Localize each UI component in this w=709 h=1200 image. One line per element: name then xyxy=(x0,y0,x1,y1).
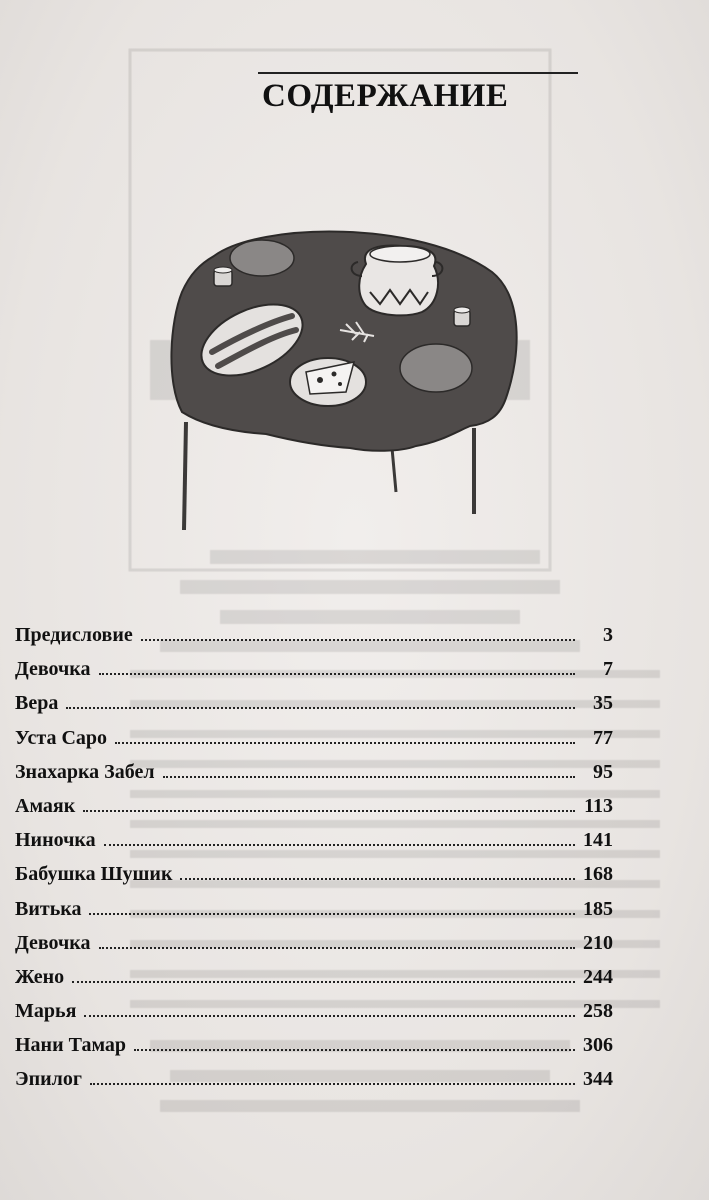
toc-entry-page-number: 258 xyxy=(583,1000,613,1023)
toc-entry-title: Эпилог xyxy=(15,1068,82,1091)
toc-entry xyxy=(15,795,613,829)
toc-entry xyxy=(15,1068,613,1102)
toc-entry-page-number: 244 xyxy=(583,965,613,988)
toc-entry xyxy=(15,863,613,897)
toc-entry-title: Ниночка xyxy=(15,829,96,852)
toc-entry xyxy=(15,624,613,658)
toc-entry xyxy=(15,761,613,795)
toc-entry-title: Нани Тамар xyxy=(15,1034,127,1057)
toc-entry-page-number: 344 xyxy=(583,1068,613,1091)
toc-dot-leader xyxy=(180,878,575,880)
toc-dot-leader xyxy=(89,913,575,915)
toc-entry-title: Знахарка Забел xyxy=(15,760,155,783)
toc-dot-leader xyxy=(83,810,575,812)
toc-dot-leader xyxy=(163,776,575,778)
toc-entry xyxy=(15,966,613,1000)
toc-dot-leader xyxy=(104,844,575,846)
toc-entry-page-number: 77 xyxy=(593,726,613,749)
toc-dot-leader xyxy=(115,742,575,744)
toc-dot-leader xyxy=(84,1015,575,1017)
toc-entry-page-number: 141 xyxy=(583,829,613,852)
toc-entry xyxy=(15,1034,613,1068)
toc-entry-page-number: 306 xyxy=(583,1034,613,1057)
toc-entry-title: Марья xyxy=(15,1000,77,1023)
toc-entry xyxy=(15,692,613,726)
toc-entry xyxy=(15,829,613,863)
toc-entry-page-number: 185 xyxy=(583,897,613,920)
toc-entry-title: Предисловие xyxy=(15,624,133,646)
toc-entry xyxy=(15,727,613,761)
toc-entry xyxy=(15,1000,613,1034)
toc-entry-title: Бабушка Шушик xyxy=(15,863,173,886)
toc-entry-title: Жено xyxy=(15,965,65,988)
toc-entry-page-number: 95 xyxy=(593,760,613,783)
toc-entry-page-number: 168 xyxy=(583,863,613,886)
toc-entry-title: Уста Саро xyxy=(15,726,108,749)
toc-entry xyxy=(15,658,613,692)
toc-entry xyxy=(15,932,613,966)
toc-entry-page-number: 210 xyxy=(583,931,613,954)
toc-dot-leader xyxy=(134,1049,575,1051)
table-of-contents xyxy=(15,624,613,1103)
toc-entry-page-number: 7 xyxy=(603,658,613,681)
toc-dot-leader xyxy=(66,707,575,709)
toc-entry-page-number: 113 xyxy=(584,794,613,817)
page-title: СОДЕРЖАНИЕ xyxy=(262,78,509,114)
page-header xyxy=(258,72,578,115)
toc-entry-title: Вера xyxy=(15,692,59,715)
toc-dot-leader xyxy=(99,947,575,949)
toc-dot-leader xyxy=(72,981,575,983)
toc-entry-title: Амаяк xyxy=(15,794,76,817)
toc-entry-page-number: 3 xyxy=(603,624,613,646)
toc-entry-title: Витька xyxy=(15,897,82,920)
table-with-food-illustration xyxy=(170,212,530,542)
toc-entry-title: Девочка xyxy=(15,931,91,954)
toc-entry-page-number: 35 xyxy=(593,692,613,715)
toc-dot-leader xyxy=(99,673,575,675)
toc-dot-leader xyxy=(90,1083,575,1085)
toc-entry xyxy=(15,898,613,932)
toc-entry-title: Девочка xyxy=(15,658,91,681)
toc-dot-leader xyxy=(141,639,575,641)
